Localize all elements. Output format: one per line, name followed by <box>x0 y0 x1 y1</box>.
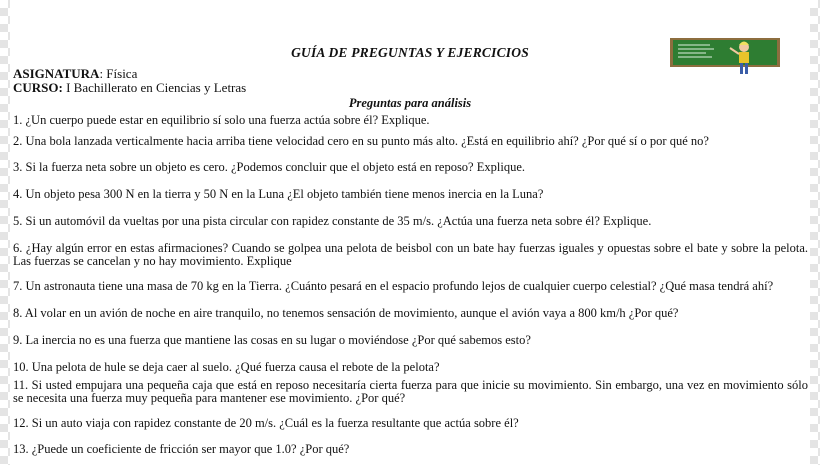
curso-line <box>13 80 246 96</box>
question-12: 12. Si un auto viaja con rapidez constante de 20 m/s. ¿Cuál es la fuerza resultante que actúa sobre él? <box>13 416 519 430</box>
document-title: GUÍA DE PREGUNTAS Y EJERCICIOS <box>291 45 529 60</box>
asignatura-label: ASIGNATURA <box>13 66 100 81</box>
question-5: 5. Si un automóvil da vueltas por una pista circular con rapidez constante de 35 m/s. ¿Actúa una fuerza neta sobre él? Explique. <box>13 214 652 228</box>
question-6: 6. ¿Hay algún error en estas afirmaciones? Cuando se golpea una pelota de beisbol con un bate hay fuerzas iguales y opuestas sobre el bate y sobre la pelota. Las fuerzas se cancelan y no hay movimiento. Explique <box>13 241 808 268</box>
question-8: 8. Al volar en un avión de noche en aire tranquilo, no tenemos sensación de movimiento, aunque el avión vaya a 800 km/h ¿Por qué? <box>13 306 679 320</box>
question-7: 7. Un astronauta tiene una masa de 70 kg en la Tierra. ¿Cuánto pesará en el espacio profundo lejos de cualquier cuerpo celestial? ¿Qué masa tendrá ahí? <box>13 279 774 293</box>
teacher-at-chalkboard-icon <box>662 37 782 75</box>
question-4: 4. Un objeto pesa 300 N en la tierra y 50 N en la Luna ¿El objeto también tiene menos inercia en la Luna? <box>13 187 544 201</box>
document-page <box>10 0 810 465</box>
transparency-margin-left <box>0 0 10 465</box>
question-13: 13. ¿Puede un coeficiente de fricción ser mayor que 1.0? ¿Por qué? <box>13 442 350 456</box>
curso-label: CURSO: <box>13 80 63 95</box>
question-11: 11. Si usted empujara una pequeña caja que está en reposo necesitaría cierta fuerza para que inicie su movimiento. Sin embargo, una vez en movimiento sólo se necesita una fuerza muy pequeña para mantener ese movimiento. ¿Por qué? <box>13 378 808 405</box>
question-2: 2. Una bola lanzada verticalmente hacia arriba tiene velocidad cero en su punto más alto. ¿Está en equilibrio ahí? ¿Por qué sí o por qué no? <box>13 134 709 148</box>
section-title: Preguntas para análisis <box>348 96 472 110</box>
question-3: 3. Si la fuerza neta sobre un objeto es cero. ¿Podemos concluir que el objeto está en reposo? Explique. <box>13 160 525 174</box>
asignatura-value: : Física <box>99 66 138 81</box>
transparency-margin-right <box>810 0 820 465</box>
question-10: 10. Una pelota de hule se deja caer al suelo. ¿Qué fuerza causa el rebote de la pelota? <box>13 360 440 374</box>
question-9: 9. La inercia no es una fuerza que mantiene las cosas en su lugar o moviéndose ¿Por qué sabemos esto? <box>13 333 531 347</box>
question-1: 1. ¿Un cuerpo puede estar en equilibrio sí solo una fuerza actúa sobre él? Explique. <box>13 113 430 127</box>
curso-value: I Bachillerato en Ciencias y Letras <box>62 80 247 95</box>
